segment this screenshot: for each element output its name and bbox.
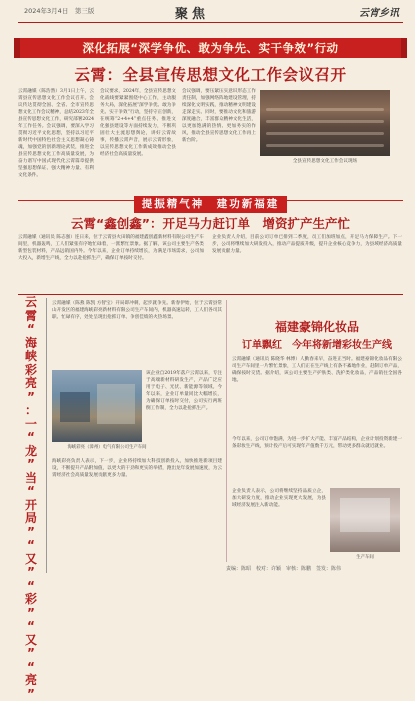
vertical-title-char: ” <box>18 607 44 621</box>
article2-para2: 企业负责人介绍，目前公司订单已排到二季度，员工们加班加点，开足马力保障生产。下一步，公司将继续加大研发投入，推动产品提质升级，提升企业核心竞争力，为县域经济高质量发展贡献力量。 <box>212 235 402 254</box>
vertical-title-char: “ <box>18 620 44 634</box>
vertical-title-char: “ <box>18 431 44 445</box>
vertical-title-char: 彩 <box>18 364 44 378</box>
editor-credits: 责编：陈昭 校对：许颖 审核：陈鹏 签发：陈伟 <box>226 565 341 572</box>
article1-photo <box>260 90 390 156</box>
vertical-title-char: 又 <box>18 634 44 648</box>
vertical-title-char: ” <box>18 391 44 405</box>
article3-vertical-title <box>18 296 44 578</box>
article4-title-line2: 订单飘红 今年将新增彩妆生产线 <box>232 336 402 351</box>
vertical-title-char: ” <box>18 566 44 580</box>
section-divider <box>18 192 403 209</box>
vertical-title-char: “ <box>18 539 44 553</box>
article2-rule <box>18 294 403 295</box>
article4-col1 <box>232 356 402 432</box>
column-title: 聚焦 <box>175 3 209 22</box>
page-header <box>0 0 415 26</box>
article4-para1: 云霄融媒（通讯员 陈晓华 林博）人勤春来早，奋进正当时。福建豪锦化妆品有限公司生产车间里一片繁忙景象，工人们正在生产线上有条不紊地作业，赶制订单产品，确保按时交货。据介绍，该公司主要生产护肤类、洗护类化妆品，产品销往全国各地。 <box>232 357 402 383</box>
article3-photo <box>52 370 142 442</box>
article4-col2 <box>232 436 402 484</box>
article1-para1: 云霄融媒（陈浩然）3月1日上午，云霄县宣传思想文化工作会议召开。会议传达贯彻全国、全省、全市宣传思想文化工作会议精神，总结2023年全县宣传思想文化工作，研究部署2024年工作任务。会议强调，要深入学习贯彻习近平文化思想，坚持以习近平新时代中国特色社会主义思想凝心铸魂，加强党的创新理论武装，推进全县宣传思想文化工作高质量发展，为奋力谱写中国式现代化云霄篇章提供坚强思想保证、强大精神力量、有利文化条件。 <box>18 89 94 178</box>
article4-para2: 今年以来，公司订单饱满，为进一步扩大产能、丰富产品结构，企业计划投资新建一条彩妆生产线，预计投产后可实现年产值数千万元，带动更多群众就近就业。 <box>232 437 402 449</box>
article2-col2 <box>212 234 402 290</box>
article2-para1: 云霄融媒（通讯员 陈志强）连日来，位于云霄县火田镇的福建鑫创鑫新材料有限公司生产车间里，机器轰鸣，工人们紧张有序地忙碌着，一派繁忙景象。据了解，该公司主要生产各类新型包装材料，产品远销国内外。今年以来，企业订单持续增长，为满足市场需求，公司加大投入，新增生产线，全力以赴抢抓生产，确保订单按时交付。 <box>18 235 204 261</box>
vertical-title-char: ： <box>18 404 44 418</box>
article1-title: 云霄：全县宣传思想文化工作会议召开 <box>18 63 403 85</box>
vertical-title-char: 云 <box>18 296 44 310</box>
article1-photo-caption: 全县宣传思想文化工作会议现场 <box>260 158 390 164</box>
vertical-title-char: 彩 <box>18 593 44 607</box>
article3-vertical-rule <box>46 298 47 573</box>
section-divider-label: 提振精气神 建功新福建 <box>134 196 288 213</box>
vertical-title-char: 亮 <box>18 674 44 688</box>
article1-para2: 会议要求，2024年，全县宣传思想文化战线要紧紧围绕中心工作，主动服务大局，深化拓展“深学争优、敢为争先、实干争效”行动，坚持守正创新，在统筹“2+4+4”重点任务、推进文化强县建设等方面持续发力，不断巩固壮大主流思想舆论，讲好云霄故事，传播云霄声音，展示云霄形象，以宣传思想文化工作新成效推动全县经济社会高质量发展。 <box>100 89 176 157</box>
vertical-title-char: 当 <box>18 472 44 486</box>
vertical-title-char: 开 <box>18 499 44 513</box>
vertical-title-char: 一 <box>18 418 44 432</box>
article2-title: 云霄“鑫创鑫”：开足马力赶订单 增资扩产生产忙 <box>18 214 403 232</box>
vertical-title-char: “ <box>18 485 44 499</box>
header-rule <box>18 22 403 23</box>
article4-photo <box>330 488 400 552</box>
article3-col1 <box>52 300 222 366</box>
top-banner: 深化拓展“深学争优、敢为争先、实干争效”行动 <box>18 38 403 58</box>
vertical-title-char: ” <box>18 458 44 472</box>
vertical-title-char: “ <box>18 661 44 675</box>
article4-left-rule <box>226 300 227 562</box>
vertical-title-char: “ <box>18 323 44 337</box>
vertical-title-char: 又 <box>18 553 44 567</box>
article1-col1 <box>18 88 94 188</box>
vertical-title-char: 海 <box>18 337 44 351</box>
article3-para1: 云霄融媒（陈燕 陈凯 方智宝）开局即冲刺，起步就争先。新春伊始，位于云霄县常山开发区的福建海峡彩亮新材料有限公司生产车间内，机器高速运转，工人们各司其职、忙碌有序，处处呈现出抢抓订单、争创佳绩的火热场景。 <box>52 301 222 320</box>
article1-col3 <box>182 88 256 188</box>
article4-title-line1: 福建豪锦化妆品 <box>232 318 402 335</box>
vertical-title-char: ” <box>18 526 44 540</box>
article3-para2: 该企业自2019年落户云霄以来，专注于高端新材料研发生产，产品广泛应用于电子、光伏、新能源等领域。今年以来，企业订单量同比大幅增长，为确保订单按时交付，公司实行两班倒工作制，全力以赴抢抓生产。 <box>146 371 222 411</box>
article1-para3: 会议强调，要压紧压实意识形态工作责任制，加强网络阵地建设管理，持续深化文明实践，推动精神文明建设走深走实。同时，要推动文化和旅游深度融合，丰富群众精神文化生活，以更加饱满的热情、更加务实的作风，推动全县宣传思想文化工作再上新台阶。 <box>182 89 256 143</box>
vertical-title-char: 霄 <box>18 310 44 324</box>
article4-photo-caption: 生产车间 <box>330 554 400 560</box>
vertical-title-char: 局 <box>18 512 44 526</box>
vertical-title-char: ” <box>18 647 44 661</box>
article1-col2 <box>100 88 176 188</box>
article2-col1 <box>18 234 204 290</box>
article3-para3: 海峡彩亮负责人表示，下一步，企业将持续加大科技创新投入，加快推进新项目建设，不断提升产品附加值，以更大的干劲和更实的举措，跑出龙年发展加速度，为云霄经济社会高质量发展贡献更多力量。 <box>52 459 222 478</box>
vertical-title-char: 亮 <box>18 377 44 391</box>
vertical-title-char: 峡 <box>18 350 44 364</box>
vertical-title-char: 龙 <box>18 445 44 459</box>
newspaper-brand: 云宵乡讯 <box>359 4 399 19</box>
article3-col3 <box>52 458 222 562</box>
vertical-title-char: “ <box>18 580 44 594</box>
article4-col3 <box>232 488 326 560</box>
article3-photo-caption: 海峡彩亮（漳州）电气有限公司生产车间 <box>52 444 162 450</box>
issue-date: 2024年3月4日 第三版 <box>24 6 94 15</box>
article4-para3: 企业负责人表示，公司将继续坚持品质立企，加大研发力度，推动企业实现更大发展，为县域经济发展注入新动能。 <box>232 489 326 508</box>
vertical-title-char: ” <box>18 688 44 701</box>
